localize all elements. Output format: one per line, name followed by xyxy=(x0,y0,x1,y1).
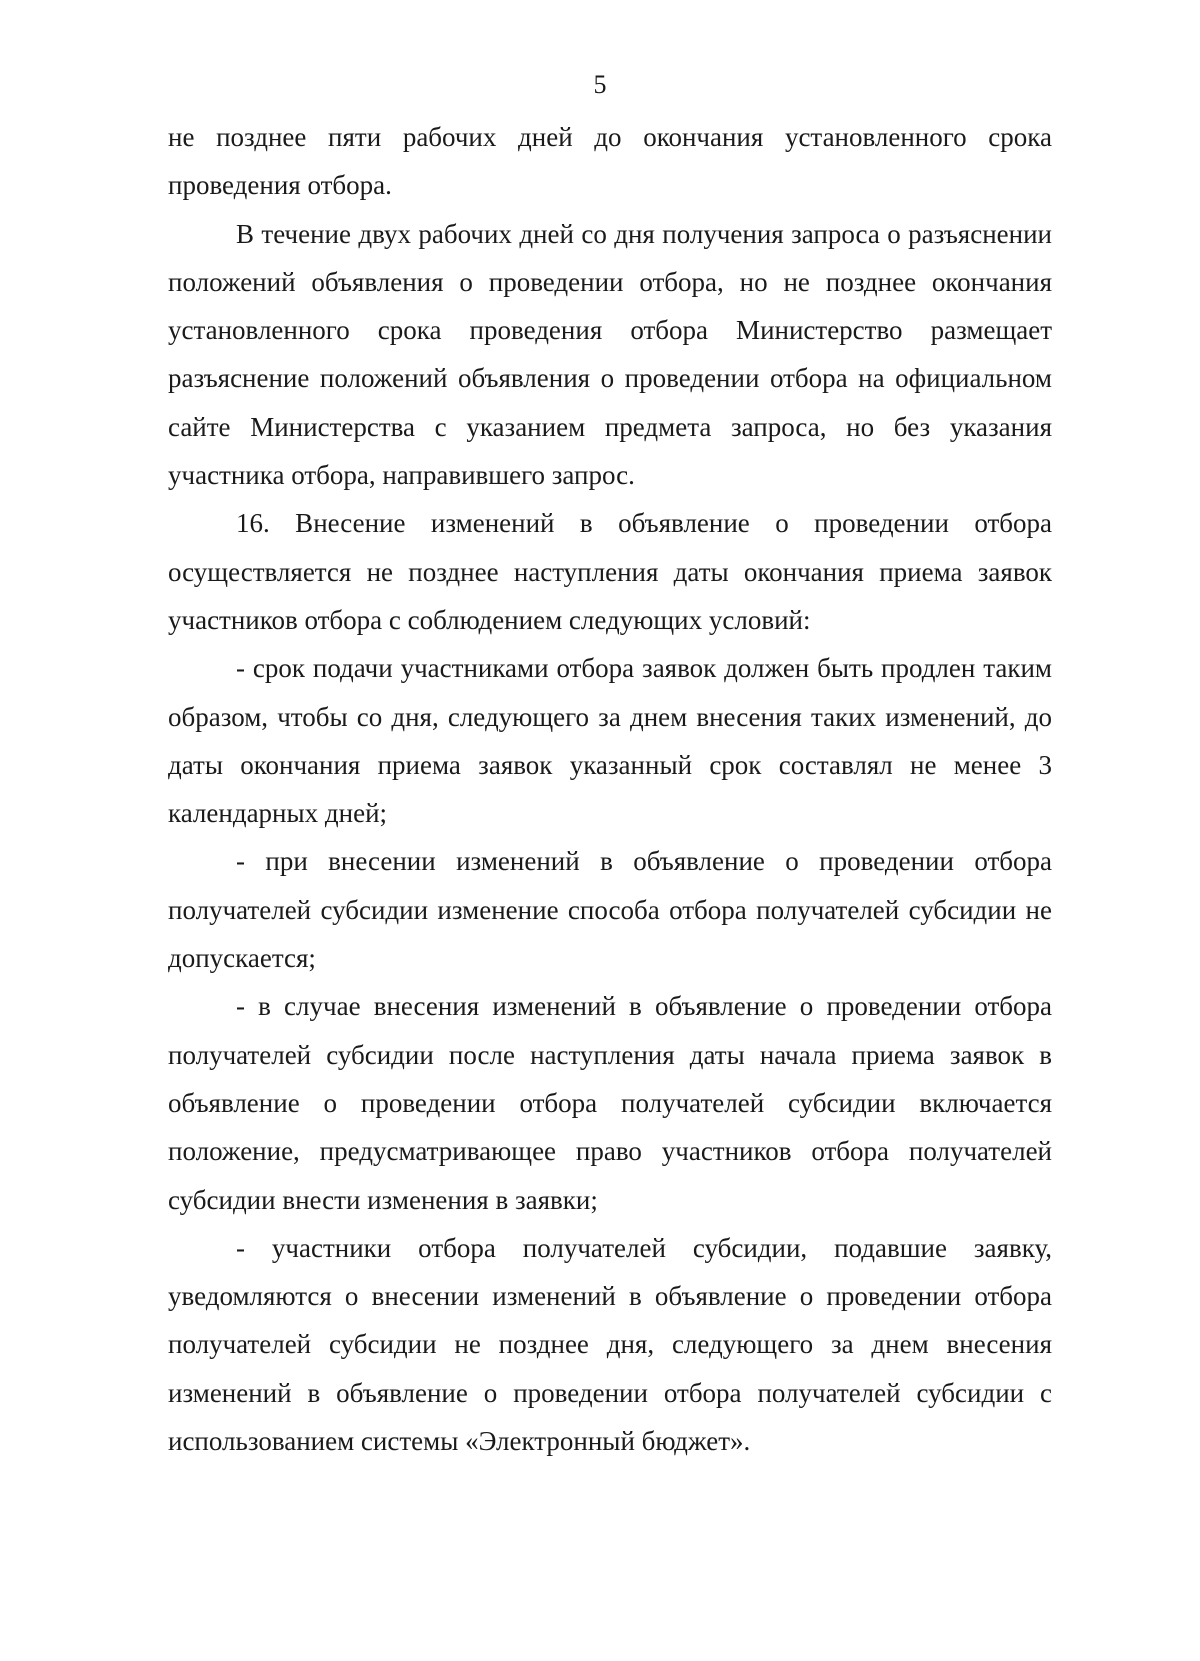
paragraph-clarification: В течение двух рабочих дней со дня получения запроса о разъяснении положений объявления о проведении отбора, но не позднее окончания установленного срока проведения отбора Министерство размещает разъяснение положений объявления о проведении отбора на официальном сайте Министерства с указанием предмета запроса, но без указания участника отбора, направившего запрос. xyxy=(168,218,1052,491)
list-item-notification: - участники отбора получателей субсидии, подавшие заявку, уведомляются о внесении изменений в объявление о проведении отбора получателей субсидии не позднее дня, следующего за днем внесения изменений в объявление о проведении отбора получателей субсидии с использованием системы «Электронный бюджет». xyxy=(168,1232,1052,1457)
document-body xyxy=(168,113,1052,1465)
list-item-application-changes: - в случае внесения изменений в объявление о проведении отбора получателей субсидии после наступления даты начала приема заявок в объявление о проведении отбора получателей субсидии включается положение, предусматривающее право участников отбора получателей субсидии внести изменения в заявки; xyxy=(168,991,1052,1215)
paragraph-item-16: 16. Внесение изменений в объявление о проведении отбора осуществляется не позднее наступления даты окончания приема заявок участников отбора с соблюдением следующих условий: xyxy=(168,508,1052,635)
list-item-deadline-extension: - срок подачи участниками отбора заявок должен быть продлен таким образом, чтобы со дня, следующего за днем внесения таких изменений, до даты окончания приема заявок указанный срок составлял не менее 3 календарных дней; xyxy=(168,653,1052,829)
list-item-method-change: - при внесении изменений в объявление о проведении отбора получателей субсидии изменение способа отбора получателей субсидии не допускается; xyxy=(168,846,1052,974)
paragraph-continuation: не позднее пяти рабочих дней до окончания установленного срока проведения отбора. xyxy=(168,122,1052,201)
page-number: 5 xyxy=(593,70,607,99)
